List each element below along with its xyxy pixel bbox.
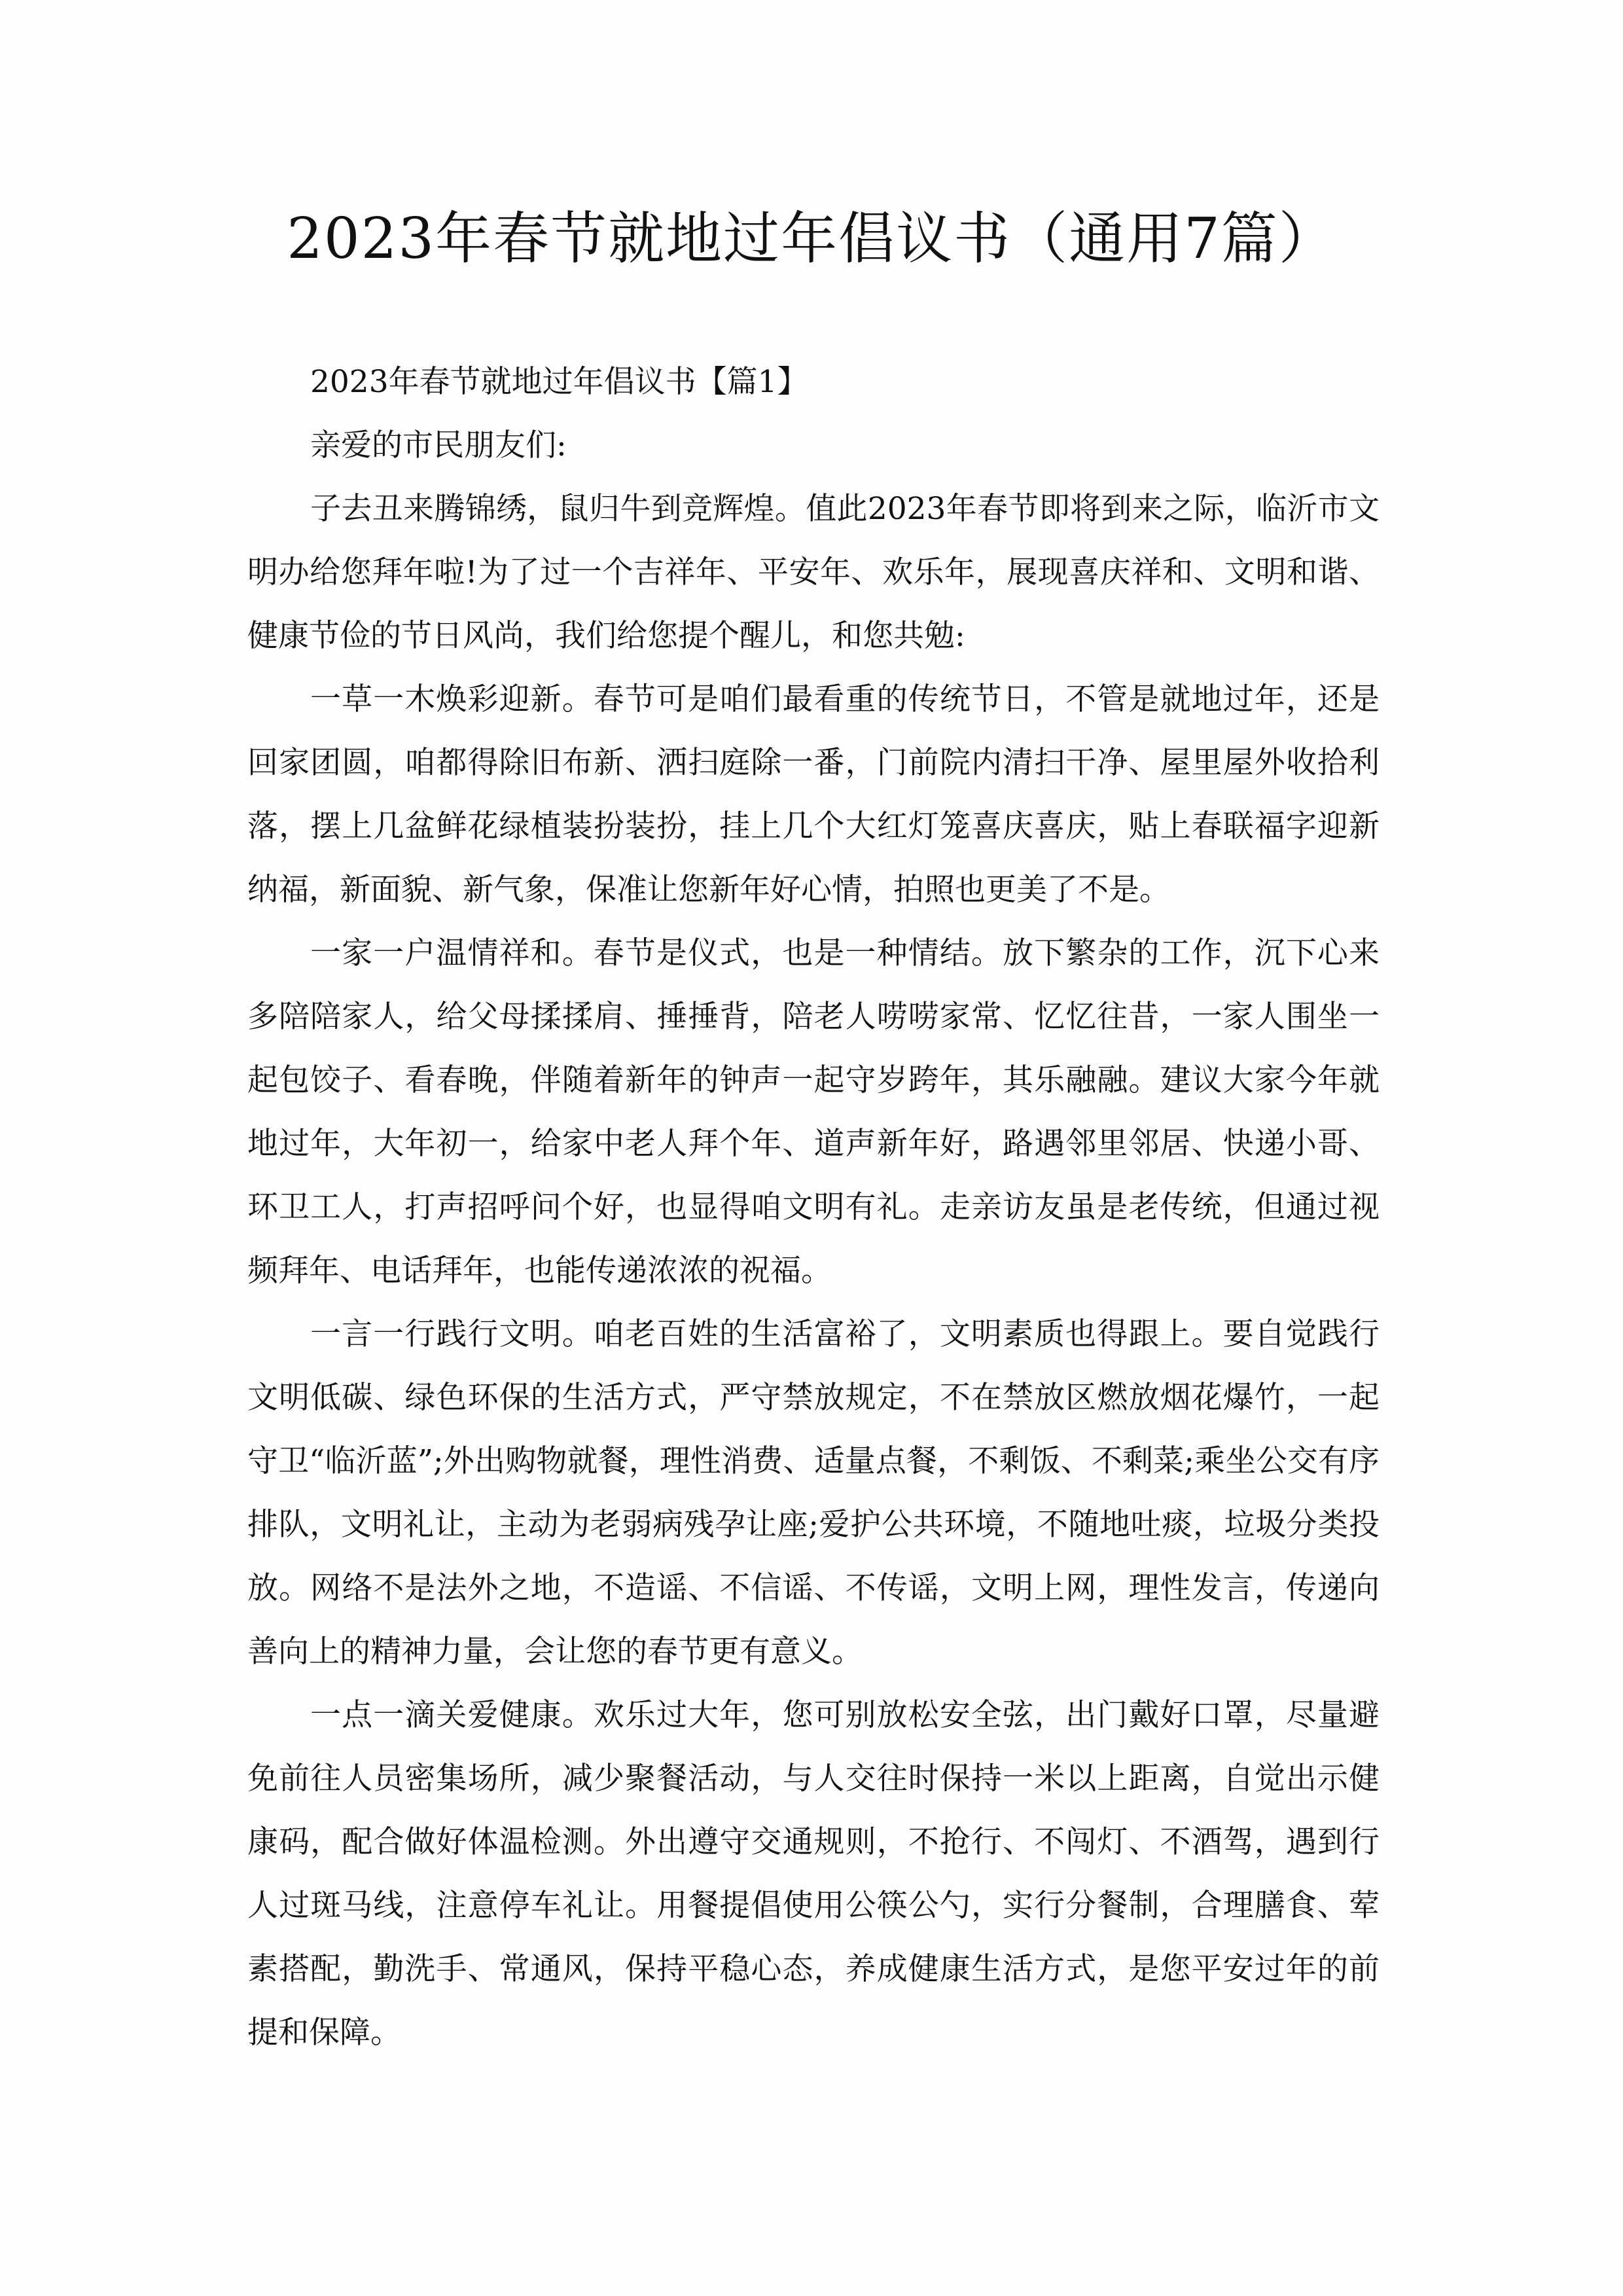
- paragraph-environment: 一草一木焕彩迎新。春节可是咱们最看重的传统节日，不管是就地过年，还是回家团圆，咱都得除旧布新、洒扫庭除一番，门前院内清扫干净、屋里屋外收拾利落，摆上几盆鲜花绿植装扮装扮，挂上几个大红灯笼喜庆喜庆，贴上春联福字迎新纳福，新面貌、新气象，保准让您新年好心情，拍照也更美了不是。: [247, 681, 1380, 908]
- document-title: 2023年春节就地过年倡议书（通用7篇）: [287, 206, 1336, 272]
- salutation: 亲爱的市民朋友们:: [310, 427, 567, 463]
- section-heading: 2023年春节就地过年倡议书【篇1】: [310, 364, 808, 400]
- paragraph-family: 一家一户温情祥和。春节是仪式，也是一种情结。放下繁杂的工作，沉下心来多陪陪家人，给父母揉揉肩、捶捶背，陪老人唠唠家常、忆忆往昔，一家人围坐一起包饺子、看春晚，伴随着新年的钟声一起守岁跨年，其乐融融。建议大家今年就地过年，大年初一，给家中老人拜个年、道声新年好，路遇邻里邻居、快递小哥、环卫工人，打声招呼问个好，也显得咱文明有礼。走亲访友虽是老传统，但通过视频拜年、电话拜年，也能传递浓浓的祝福。: [247, 935, 1380, 1289]
- document-body: [247, 350, 1380, 2064]
- paragraph-intro: 子去丑来腾锦绣，鼠归牛到竞辉煌。值此2023年春节即将到来之际，临沂市文明办给您拜年啦!为了过一个吉祥年、平安年、欢乐年，展现喜庆祥和、文明和谐、健康节俭的节日风尚，我们给您提个醒儿，和您共勉:: [247, 491, 1380, 654]
- paragraph-civility: 一言一行践行文明。咱老百姓的生活富裕了，文明素质也得跟上。要自觉践行文明低碳、绿色环保的生活方式，严守禁放规定，不在禁放区燃放烟花爆竹，一起守卫“临沂蓝”;外出购物就餐，理性消费、适量点餐，不剩饭、不剩菜;乘坐公交有序排队，文明礼让，主动为老弱病残孕让座;爱护公共环境，不随地吐痰，垃圾分类投放。网络不是法外之地，不造谣、不信谣、不传谣，文明上网，理性发言，传递向善向上的精神力量，会让您的春节更有意义。: [247, 1316, 1380, 1670]
- paragraph-health: 一点一滴关爱健康。欢乐过大年，您可别放松安全弦，出门戴好口罩，尽量避免前往人员密集场所，减少聚餐活动，与人交往时保持一米以上距离，自觉出示健康码，配合做好体温检测。外出遵守交通规则，不抢行、不闯灯、不酒驾，遇到行人过斑马线，注意停车礼让。用餐提倡使用公筷公勺，实行分餐制，合理膳食、荤素搭配，勤洗手、常通风，保持平稳心态，养成健康生活方式，是您平安过年的前提和保障。: [247, 1697, 1380, 2051]
